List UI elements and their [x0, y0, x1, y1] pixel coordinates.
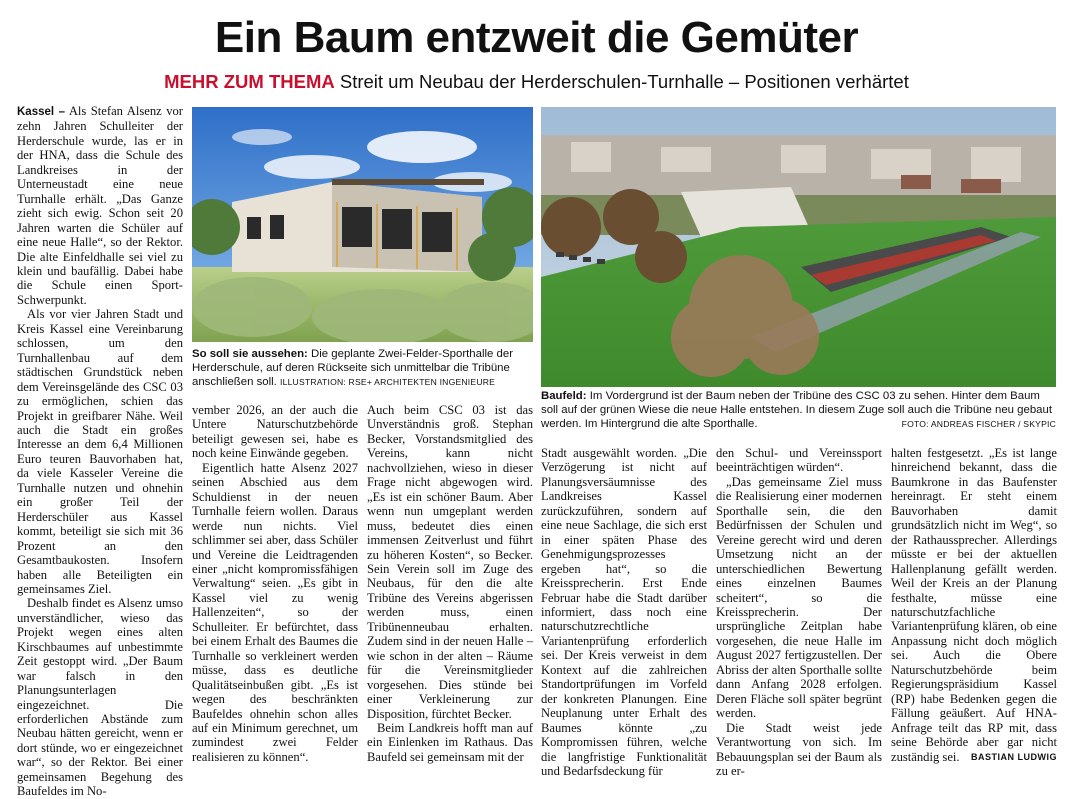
col2-para2: Eigentlich hatte Alsenz 2027 seinen Abschied aus dem Schuldienst in der neuen Turnhalle feiern wollen. Daraus werde nun nichts. Viel schlimmer sei aber, dass Schüler und Vereine die Leidtragenden einer „nicht kompromissfähigen Verwaltung“ seien. „Es gibt in Kassel viel zu wenig Hallenzeiten“, so der Schulleiter. Er befürchtet, dass bei einem Erhalt des Baumes die Turnhalle so verkleinert werden müsse, dass es deutliche Qualitätseinbußen gibt. „Es ist wegen des beschränkten Baufeldes ohnehin schon alles auf ein Minimum gerechnet, um zumindest zwei Felder realisieren zu können“.: [192, 460, 358, 764]
col1-para3: Deshalb findet es Alsenz umso unverständlicher, wieso das Projekt wegen eines alten Kirschbaumes auf unbestimmte Zeit gestoppt wird. „Der Baum war falsch in den Planungsunterlagen eingezeichnet. Die erforderlichen Abstände zum Neubau hätten gereicht, wenn er dort stünde, wo er eingezeichnet war“, so der Rektor. Bei einer gemeinsamen Begehung des Baufeldes im No-: [17, 596, 183, 799]
col5-para1: den Schul- und Vereinssport beeinträchtigen würden“.: [716, 446, 882, 475]
col4-para1: Stadt ausgewählt worden. „Die Verzögerung ist nicht auf Planungsversäumnisse des Landkreises Kassel zurückzuführen, sondern auf eine neue Sachlage, die sich erst in einer späten Phase des Genehmigungsprozesses ergeben hat“, so die Kreissprecherin. Erst Ende Februar habe die Stadt darüber informiert, dass noch eine naturschutzrechtliche Variantenprüfung erforderlich sei. Der Kreis verweist in dem Kontext auf die zahlreichen Standortprüfungen im Vorfeld der konkreten Planungen. Eine Neuplanung unter Erhalt des Baumes könnte „zu Kompromissen führen, welche die langfristige Funktionalität und Bedarfsdeckung für: [541, 446, 707, 778]
article-column-2: [192, 403, 358, 764]
photo1-caption: [192, 347, 533, 389]
col1-para2: Als vor vier Jahren Stadt und Kreis Kassel eine Vereinbarung schlossen, um den Turnhallenbau auf dem städtischen Grundstück neben dem Vereinsgelände des CSC 03 zu ermöglichen, schien das Projekt in greifbarer Nähe. Weil auch die Stadt ein großes Interesse an dem 6,4 Millionen Euro teuren Bauvorhaben hat, da viele Kasseler Vereine die Turnhalle nutzen und ohnehin ein großer Teil der Herderschüler aus Kassel kommt, beteiligt sie sich mit 36 Prozent an den Gesamtbaukosten. Insofern haben alle Beteiligten ein gemeinsames Ziel.: [17, 307, 183, 596]
col3-para1: Auch beim CSC 03 ist das Unverständnis groß. Stephan Becker, Vorstandsmitglied des Vereins, kann nicht nachvollziehen, wieso in dieser Frage nicht abgewogen wird. „Es ist ein schöner Baum. Aber wenn nun umgeplant werden muss, bedeutet dies einen immensen Zeitverlust und führt zu höheren Kosten“, so Becker. Sein Verein soll im Zuge des Neubaus, für den die alte Tribüne des Vereins abgerissen werden muss, einen Tribünenneubau erhalten. Zudem sind in der neuen Halle – wie schon in der alten – Räume für die Vereinsmitglieder vorgesehen. Dies stünde bei einer Verkleinerung zur Disposition, fürchtet Becker.: [367, 403, 533, 721]
col2-para1: vember 2026, an der auch die Untere Naturschutzbehörde beteiligt gewesen sei, habe es noch keine Einwände gegeben.: [192, 403, 358, 461]
author-byline: BASTIAN LUDWIG: [971, 751, 1057, 762]
photo2-caption: [541, 389, 1056, 431]
photo2-caption-text: Im Vordergrund ist der Baum neben der Tribüne des CSC 03 zu sehen. Hinter dem Baum soll auf der grünen Wiese die neue Halle entstehen. In diesem Zuge soll auch die Tribüne neu gebaut werden. Im Hintergrund die alte Sporthalle.: [541, 390, 1053, 430]
kicker: MEHR ZUM THEMA: [164, 71, 335, 92]
col5-para2: „Das gemeinsame Ziel muss die Realisierung einer modernen Sporthalle sein, die den Bedürfnissen der Schulen und Vereine gerecht wird und deren Umsetzung nicht an der unterschiedlichen Bewertung eines einzelnen Baumes scheitert“, so die Kreissprecherin. Der ursprüngliche Zeitplan habe vorgesehen, die neue Halle im August 2027 fertigzustellen. Der Abriss der alten Sporthalle sollte dann Anfang 2028 erfolgen. Deren Fläche soll später begrünt werden.: [716, 474, 882, 721]
subline-text: Streit um Neubau der Herderschulen-Turnhalle – Positionen verhärtet: [339, 71, 909, 92]
photo1-caption-lead: So soll sie aussehen:: [192, 348, 308, 360]
article-column-3: [367, 403, 533, 764]
photo2-credit: FOTO: ANDREAS FISCHER / SKYPIC: [901, 419, 1056, 429]
photo1-credit: ILLUSTRATION: RSE+ ARCHITEKTEN INGENIEURE: [280, 377, 496, 387]
subline: [0, 69, 1073, 95]
aerial-photo-image: [541, 107, 1056, 387]
photo2-caption-lead: Baufeld:: [541, 390, 587, 402]
col5-para3: Die Stadt weist jede Verantwortung von sich. Im Bebauungsplan sei der Baum als zu er-: [716, 720, 882, 778]
hall-rendering-image: [192, 107, 533, 342]
article-column-6: [891, 446, 1057, 764]
article-column-4: [541, 446, 707, 778]
col3-para2: Beim Landkreis hofft man auf ein Einlenken im Rathaus. Das Baufeld sei gemeinsam mit der: [367, 720, 533, 764]
col1-para1: Als Stefan Alsenz vor zehn Jahren Schulleiter der Herderschule wurde, las er in der HNA, dass die Schule des Landkreises in der Unterneustadt eine neue Turnhalle erhält. „Das Ganze zieht sich ewig. Schon seit 20 Jahren warten die Schüler auf eine neue Halle“, so der Rektor. Die alte Einfeldhalle sei viel zu klein und baufällig. Dabei habe die Schule einen Sport-Schwerpunkt.: [17, 104, 183, 307]
dateline: Kassel –: [17, 106, 66, 118]
article-column-1: [17, 104, 183, 799]
col6-para1: halten festgesetzt. „Es ist lange hinreichend bekannt, dass die Baumkrone in das Baufenster hereinragt. Er steht einem Bauvorhaben damit grundsätzlich nicht im Weg“, so der Rathaussprecher. Allerdings müsste er bei der aktuellen Hallenplanung gefällt werden. Weil der Kreis an der Planung festhalte, müsse eine naturschutzfachliche Variantenprüfung klären, ob eine Anpassung nicht doch möglich sei. Auch die Obere Naturschutzbehörde beim Regierungspräsidium Kassel (RP) habe Bedenken gegen die Fällung geäußert. Auf HNA-Anfrage teilt das RP mit, dass seine Behörde aber gar nicht zuständig sei.: [891, 446, 1057, 764]
photo1-caption-text: Die geplante Zwei-Felder-Sporthalle der Herderschule, auf deren Rückseite sich unmittelbar die Tribüne anschließen soll.: [192, 348, 513, 388]
article-column-5: [716, 446, 882, 778]
headline: Ein Baum entzweit die Gemüter: [214, 13, 859, 62]
